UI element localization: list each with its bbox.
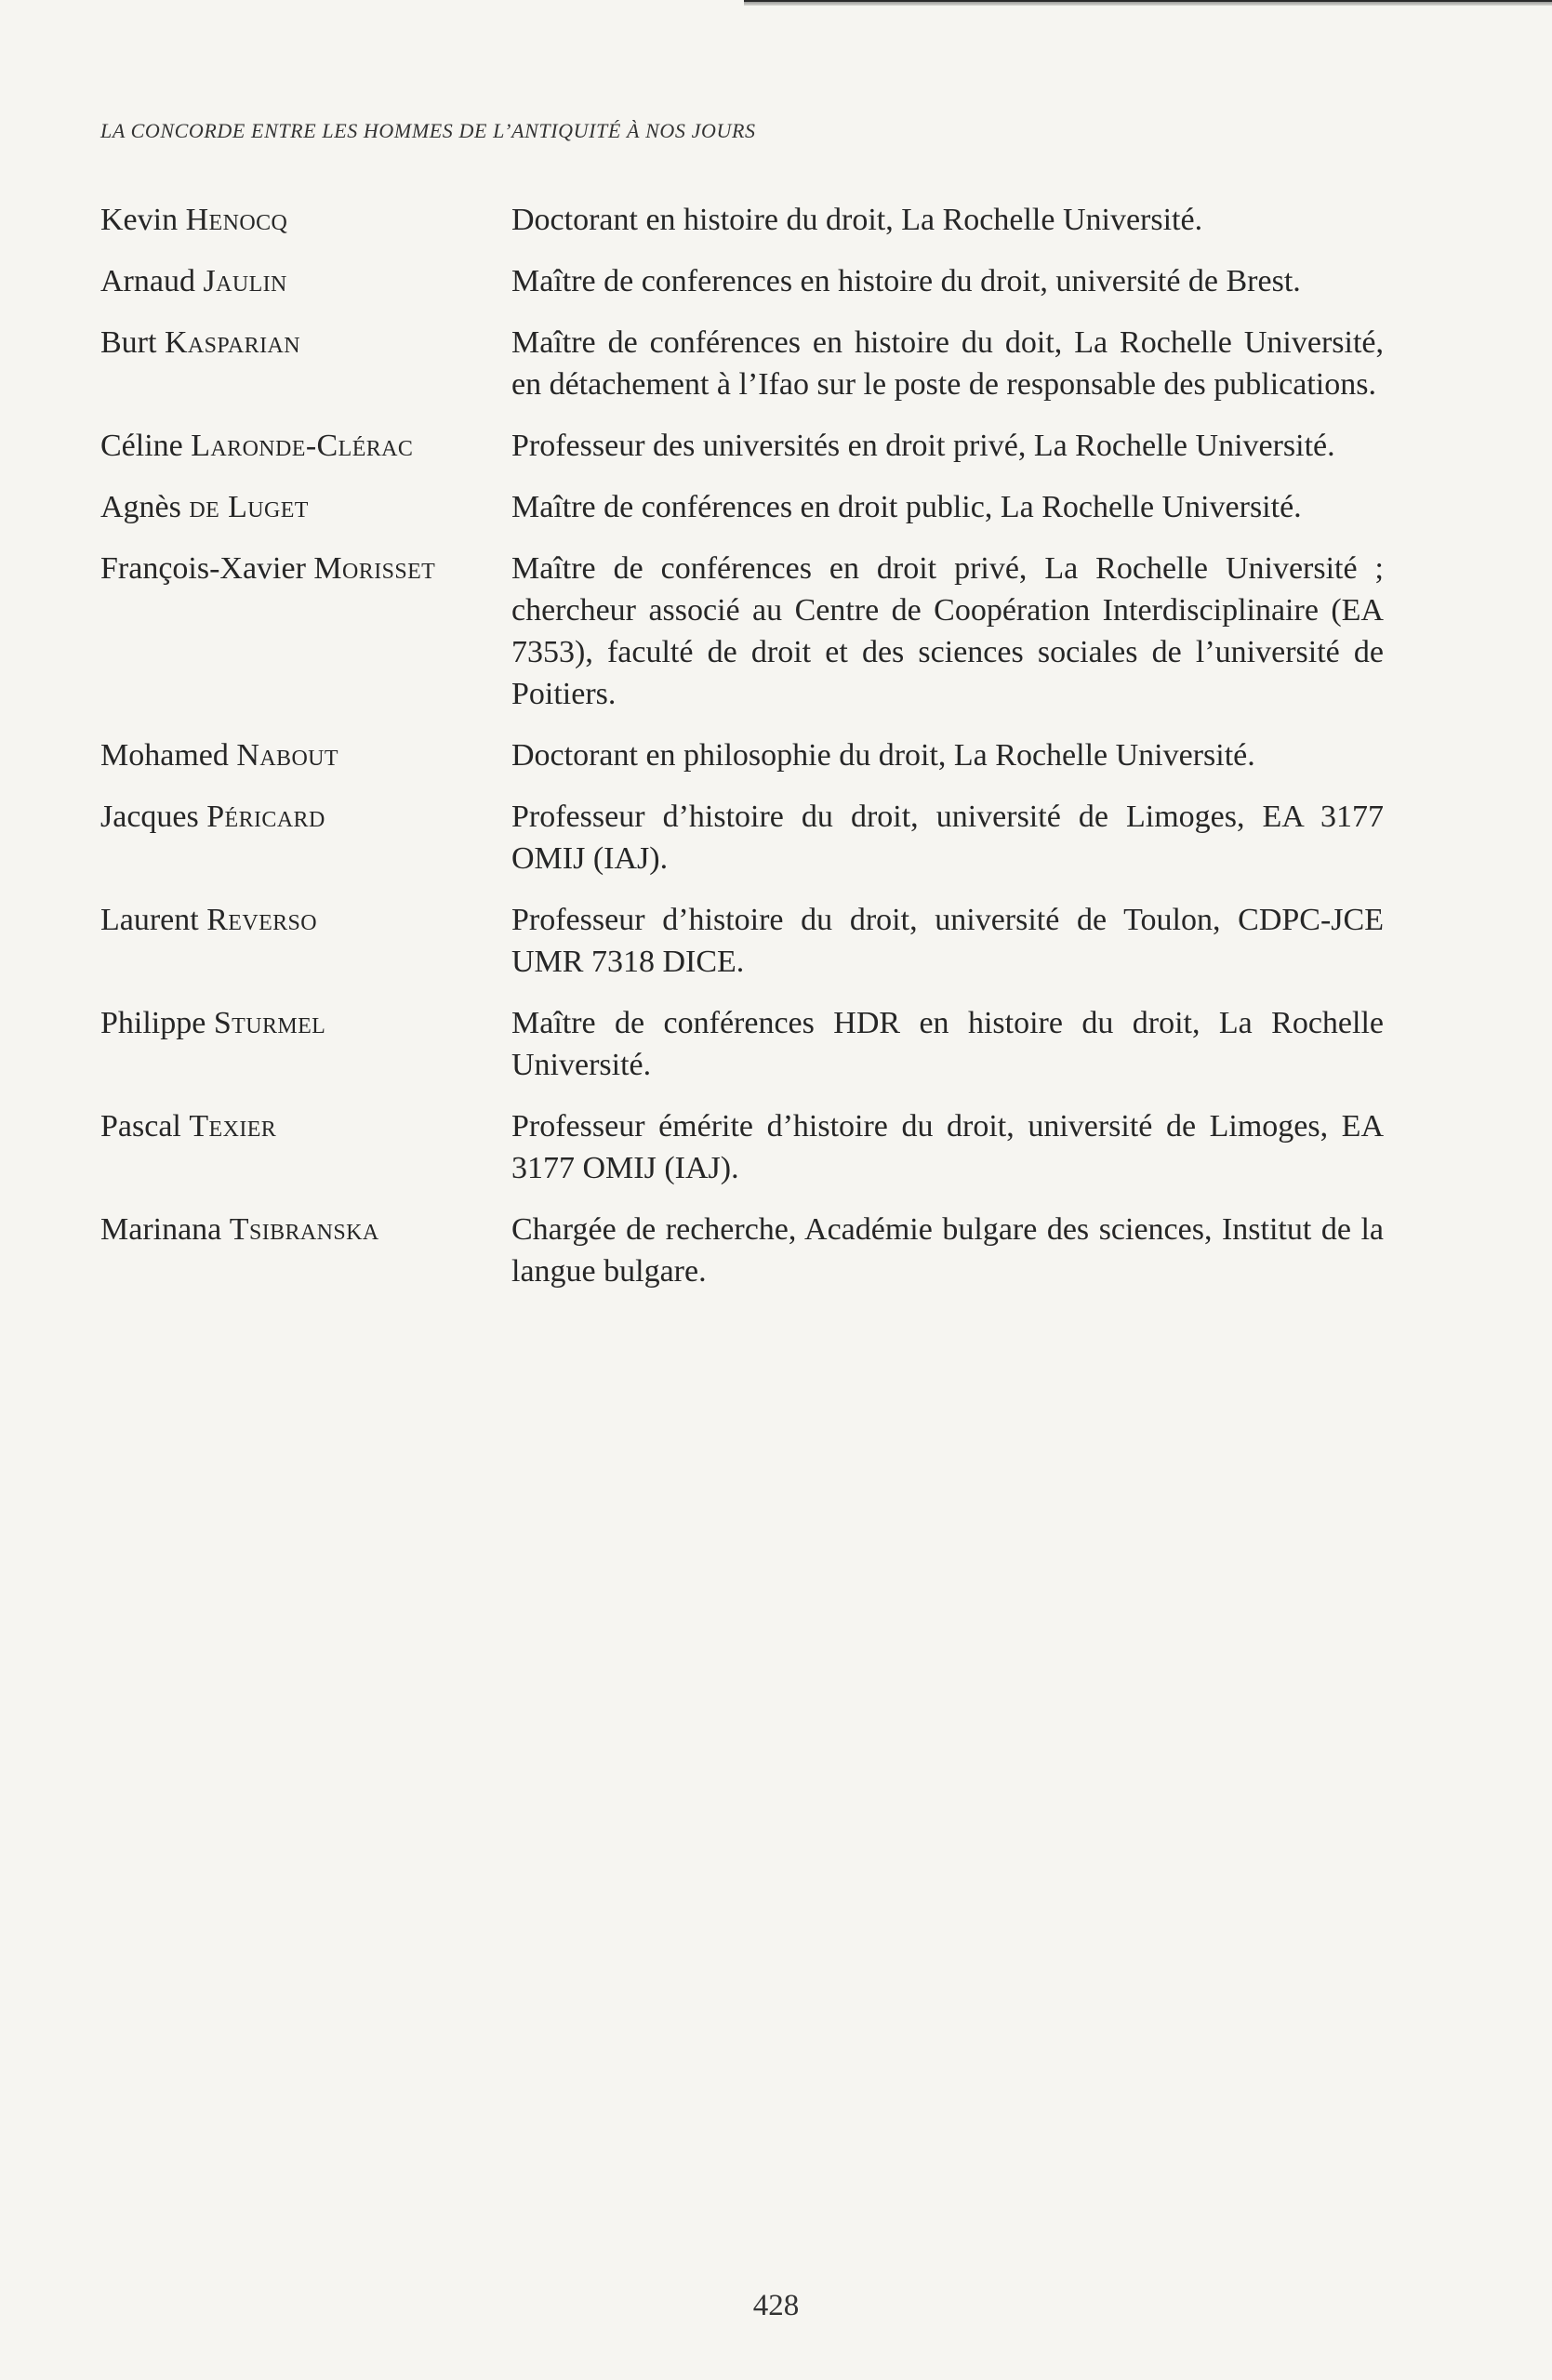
given-name: Céline (100, 429, 192, 463)
contributor-description: Doctorant en philosophie du droit, La Rochelle Université. (511, 738, 1255, 773)
surname: Texier (189, 1109, 277, 1144)
contributor-name (100, 1105, 511, 1147)
contributor-entry (100, 199, 1384, 241)
contributor-name (100, 260, 511, 302)
surname: Morisset (313, 551, 436, 586)
contributor-entry (100, 322, 1384, 405)
top-rule (744, 0, 1552, 6)
contributor-description: Doctorant en histoire du droit, La Rochelle Université. (511, 203, 1203, 237)
contributor-name (100, 548, 511, 589)
page-number: 428 (752, 2289, 800, 2322)
contributor-description: Chargée de recherche, Académie bulgare des sciences, Institut de la langue bulgare. (511, 1212, 1384, 1289)
contributor-entry (100, 486, 1384, 528)
surname: Reverso (206, 903, 318, 937)
given-name: Laurent (100, 903, 207, 937)
running-header: LA CONCORDE ENTRE LES HOMMES DE L’ANTIQUITÉ À NOS JOURS (100, 119, 756, 142)
contributor-name (100, 322, 511, 364)
contributor-entry (100, 796, 1384, 879)
contributor-description: Maître de conférences HDR en histoire du droit, La Rochelle Université. (511, 1006, 1384, 1082)
surname: de Luget (189, 490, 309, 524)
given-name: Kevin (100, 203, 186, 237)
surname: Kasparian (164, 325, 300, 360)
contributor-name (100, 899, 511, 941)
given-name: Mohamed (100, 738, 237, 773)
contributor-entry (100, 1105, 1384, 1189)
contributor-name (100, 734, 511, 776)
surname: Sturmel (213, 1006, 326, 1040)
surname: Henocq (185, 203, 288, 237)
given-name: Marinana (100, 1212, 230, 1247)
contributor-description: Maître de conférences en droit public, La Rochelle Université. (511, 490, 1302, 524)
surname: Laronde-Clérac (191, 429, 414, 463)
contributor-description: Professeur émérite d’histoire du droit, université de Limoges, EA 3177 OMIJ (IAJ). (511, 1109, 1384, 1185)
contributor-entry (100, 425, 1384, 467)
contributor-name (100, 425, 511, 467)
surname: Péricard (206, 800, 325, 834)
given-name: Pascal (100, 1109, 190, 1144)
contributor-entry (100, 260, 1384, 302)
contributor-entry (100, 1209, 1384, 1292)
given-name: Philippe (100, 1006, 214, 1040)
contributor-name (100, 486, 511, 528)
contributor-description: Professeur d’histoire du droit, université de Limoges, EA 3177 OMIJ (IAJ). (511, 800, 1384, 876)
contributor-entry (100, 899, 1384, 983)
contributor-entry (100, 548, 1384, 715)
contributor-description: Maître de conferences en histoire du droit, université de Brest. (511, 264, 1301, 298)
contributor-name (100, 1002, 511, 1044)
contributor-name (100, 199, 511, 241)
surname: Tsibranska (229, 1212, 379, 1247)
given-name: François-Xavier (100, 551, 314, 586)
contributor-list (100, 199, 1384, 1312)
contributor-description: Professeur des universités en droit privé, La Rochelle Université. (511, 429, 1335, 463)
given-name: Jacques (100, 800, 207, 834)
contributor-entry (100, 734, 1384, 776)
given-name: Burt (100, 325, 165, 360)
given-name: Arnaud (100, 264, 204, 298)
surname: Jaulin (203, 264, 287, 298)
contributor-description: Maître de conférences en histoire du doit, La Rochelle Université, en détachement à l’Ifao sur le poste de responsable des publications. (511, 325, 1384, 402)
contributor-entry (100, 1002, 1384, 1086)
given-name: Agnès (100, 490, 190, 524)
surname: Nabout (236, 738, 338, 773)
contributor-name (100, 1209, 511, 1250)
contributor-description: Maître de conférences en droit privé, La Rochelle Université ; chercheur associé au Centre de Coopération Interdisciplinaire (EA 7353), faculté de droit et des sciences sociales de l’université de Poitiers. (511, 551, 1384, 711)
contributor-name (100, 796, 511, 838)
contributor-description: Professeur d’histoire du droit, université de Toulon, CDPC-JCE UMR 7318 DICE. (511, 903, 1384, 979)
